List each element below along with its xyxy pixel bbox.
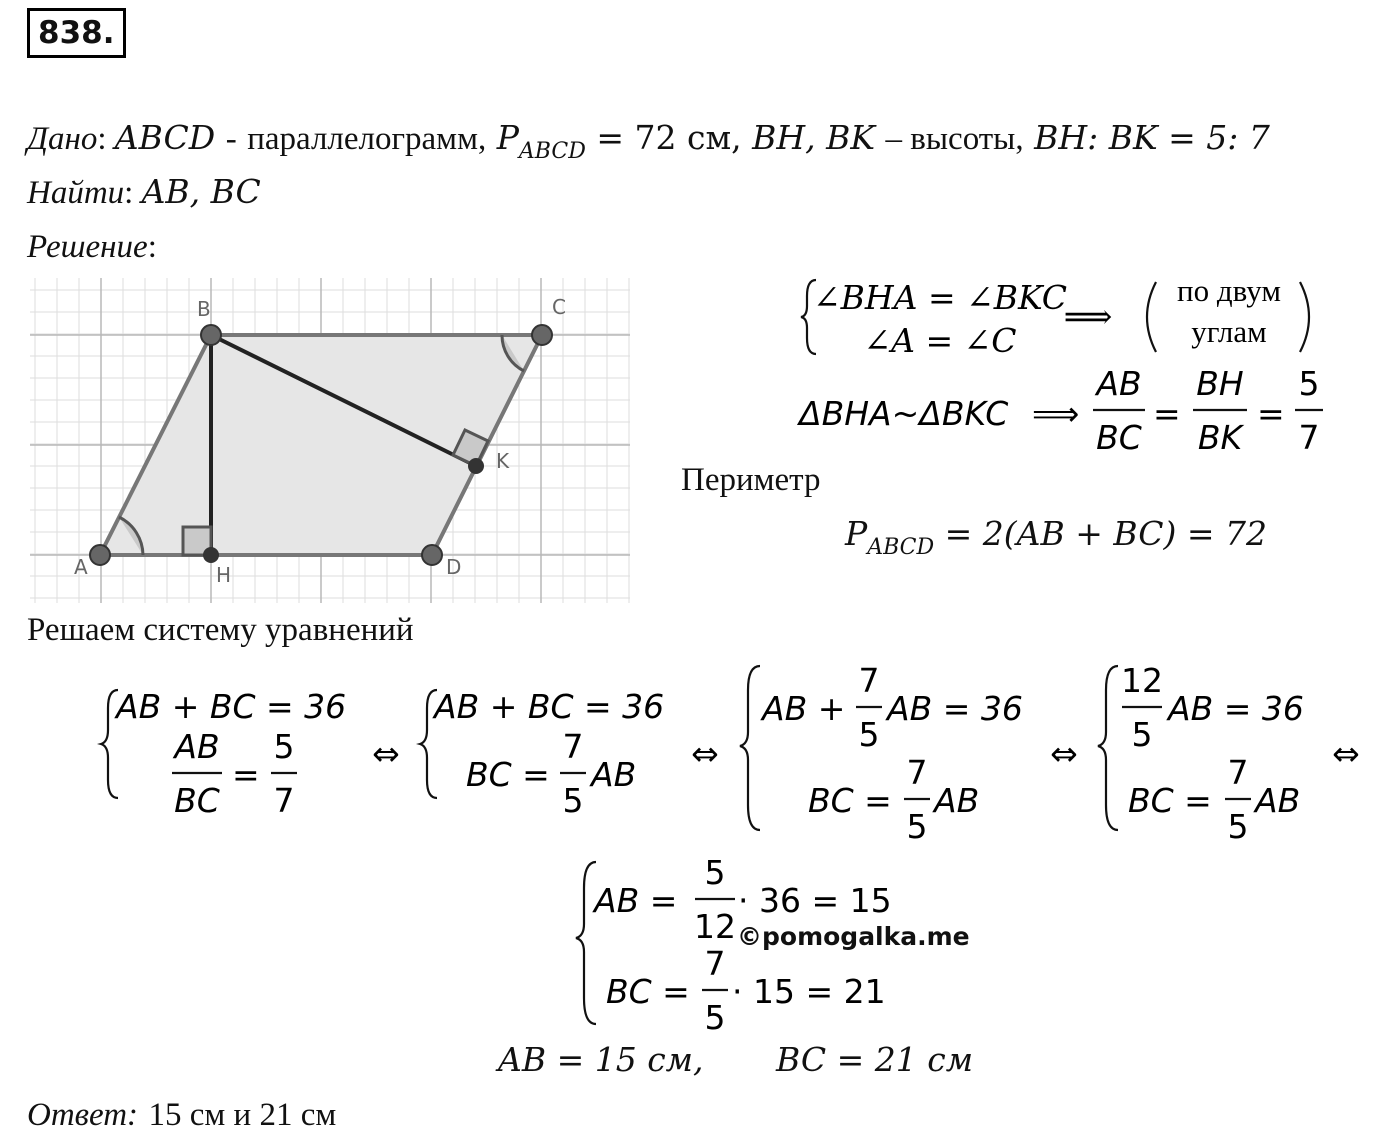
s3-fd: 5	[858, 715, 880, 754]
label-h: H	[216, 563, 232, 587]
brace-s5-icon	[576, 862, 596, 1024]
watermark: ©pomogalka.me	[737, 922, 970, 951]
s2-fd: 5	[562, 781, 584, 820]
given-line: Дано: ABCD - параллелограмм, $P_{ABCD} = 72$ см, BH, BK – высоты, BH: BK = 5: 7	[27, 118, 1270, 164]
label-c: C	[552, 295, 566, 319]
frac-ab-den: BC	[1096, 418, 1142, 457]
brace-s3-icon	[740, 666, 760, 830]
find-items: AB, BC	[141, 172, 261, 211]
angle-eq2: ∠A = ∠C	[863, 321, 1017, 360]
s3-rhs2: AB	[934, 781, 980, 820]
point-k	[468, 458, 484, 474]
result-bc: BC = 21 см	[776, 1040, 974, 1079]
point-a	[90, 545, 110, 565]
systems-row	[0, 660, 1400, 845]
s4-rhs: AB = 36	[1168, 689, 1304, 728]
s5-fn2: 7	[704, 944, 726, 983]
s1-frac-num: AB	[174, 727, 220, 766]
s5-lhs: AB =	[594, 881, 678, 920]
given-perimeter: $P_{ABCD} = 72$ см,	[496, 118, 742, 164]
angle-eq1: ∠BHA = ∠BKC	[812, 278, 1068, 317]
given-label: Дано	[27, 121, 98, 157]
s5-fd2: 5	[704, 998, 726, 1033]
equiv-1: ⇔	[372, 734, 400, 773]
perimeter-title: Периметр	[681, 462, 821, 498]
answer-line	[27, 1094, 336, 1134]
s1-line1: AB + BC = 36	[116, 687, 347, 726]
s5-fn: 5	[704, 853, 726, 892]
paren-left-icon	[1147, 282, 1156, 352]
result-ab: AB = 15 см,	[498, 1040, 704, 1079]
s1-fn: 5	[273, 727, 295, 766]
s3-fn2: 7	[906, 753, 928, 792]
s2-line1: AB + BC = 36	[434, 687, 665, 726]
frac-57-den: 7	[1298, 418, 1320, 457]
frac-bh-num: BH	[1196, 364, 1244, 403]
point-d	[422, 545, 442, 565]
similarity-statement: ΔBHA~ΔBKC	[799, 394, 1009, 433]
label-b: B	[197, 297, 211, 321]
given-heights: BH, BK	[752, 118, 876, 157]
reason-line-2: углам	[1191, 314, 1267, 349]
frac-57-num: 5	[1298, 364, 1320, 403]
answer-value: 15 см и 21 см	[148, 1097, 337, 1133]
point-b	[201, 325, 221, 345]
equiv-3: ⇔	[1050, 734, 1078, 773]
s3-lhs: AB +	[762, 689, 846, 728]
perimeter-equation: $P_{ABCD} = 2(AB + BC) = 72$	[845, 514, 1267, 560]
angle-system	[800, 272, 1325, 362]
brace-s4-icon	[1098, 666, 1118, 830]
find-line: Найти: AB, BC	[27, 172, 261, 211]
find-label: Найти	[27, 175, 125, 211]
given-shape: параллелограмм,	[247, 121, 487, 157]
s2-rhs: AB	[591, 755, 637, 794]
point-c	[532, 325, 552, 345]
s5-lhs2: BC =	[606, 972, 690, 1011]
equals-1: =	[1153, 394, 1181, 433]
solution-line: Решение:	[27, 229, 157, 265]
equiv-2: ⇔	[691, 734, 719, 773]
label-k: K	[496, 449, 510, 473]
system-title: Решаем систему уравнений	[27, 612, 414, 648]
s3-fn: 7	[858, 661, 880, 700]
given-ratio: BH: BK = 5: 7	[1034, 118, 1270, 157]
s2-fn: 7	[562, 727, 584, 766]
s3-rhs: AB = 36	[887, 689, 1023, 728]
similarity-line	[795, 362, 1330, 462]
s4-fd2: 5	[1227, 807, 1249, 845]
s1-frac-den: BC	[174, 781, 220, 820]
equiv-4: ⇔	[1332, 734, 1360, 773]
s1-fd: 7	[273, 781, 295, 820]
s5-rhs: · 36 = 15	[738, 881, 892, 920]
frac-ab-num: AB	[1096, 364, 1142, 403]
label-d: D	[446, 555, 462, 579]
label-a: A	[74, 555, 88, 579]
s4-fd: 5	[1131, 715, 1153, 754]
s4-rhs2: AB	[1255, 781, 1301, 820]
parallelogram-figure	[30, 278, 630, 603]
frac-bh-den: BK	[1197, 418, 1243, 457]
s4-fn: 12	[1121, 661, 1163, 700]
implies-arrow-2: ⟹	[1032, 394, 1080, 433]
reason-line-1: по двум	[1177, 273, 1281, 308]
s2-lhs: BC =	[466, 755, 550, 794]
solution-label: Решение	[27, 229, 148, 265]
s4-fn2: 7	[1227, 753, 1249, 792]
problem-number: 838.	[27, 8, 126, 58]
s1-eq: =	[232, 755, 260, 794]
s3-line2-lhs: BC =	[808, 781, 892, 820]
s3-fd2: 5	[906, 807, 928, 845]
equals-2: =	[1257, 394, 1285, 433]
implies-arrow-1: ⟹	[1063, 297, 1113, 337]
paren-right-icon	[1300, 282, 1309, 352]
s4-line2-lhs: BC =	[1128, 781, 1212, 820]
answer-label: Ответ:	[27, 1097, 139, 1133]
s5-fd: 12	[694, 907, 736, 946]
s5-rhs2: · 15 = 21	[732, 972, 886, 1011]
given-figure: ABCD	[114, 118, 216, 157]
point-h	[203, 547, 219, 563]
